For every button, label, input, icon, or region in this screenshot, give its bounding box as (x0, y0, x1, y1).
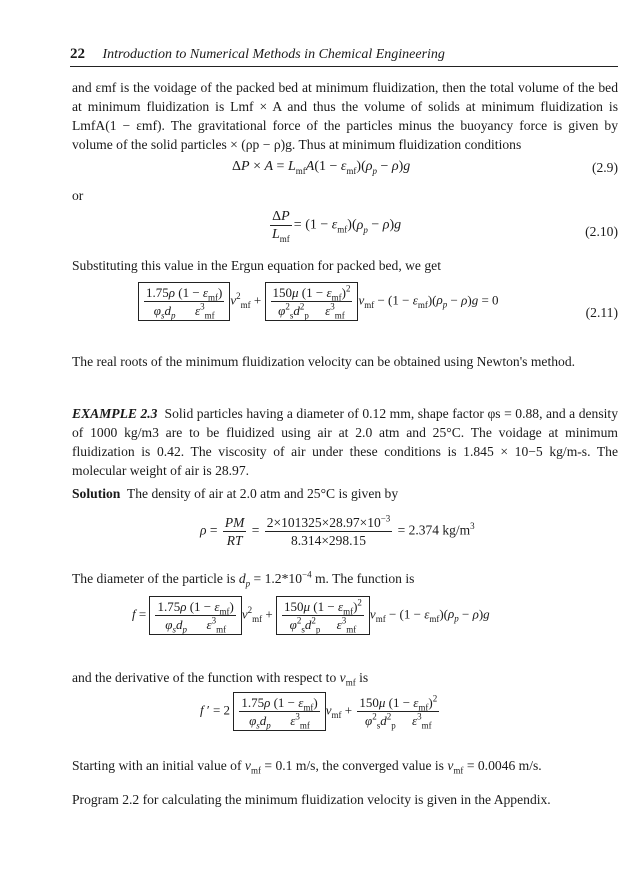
diameter-text: The diameter of the particle is $d_p = 1.2*10^{-4}$ m. The function is (72, 569, 415, 589)
density-num2: 2×101325×28.97×10 (266, 515, 381, 530)
diameter-post: m. The function is (314, 571, 415, 586)
running-title: Introduction to Numerical Methods in Chemical Engineering (102, 47, 445, 62)
equation-2-10-label: (2.10) (585, 224, 618, 239)
density-num2-exp: −3 (380, 513, 391, 524)
density-equation: ρ = $\frac{PM}{RT}$ = $\frac{2\times 101325\times 28.97\times 10^{-3}}{8.314\times 298.15}$ = 2.374 $kg/m^3$ (200, 513, 475, 548)
solution-intro (72, 484, 618, 503)
equation-2-11: $\frac{1.75\rho (1 - \varepsilon_{mf})}{\varphi_sd_p \varepsilon^3_{mf}}$ $v^2_{mf}$ + $\frac{150\mu (1 - \varepsilon_{mf})^2}{\varphi^2_sd^2_p \varepsilon^3_{mf}}$ $v_{mf} - (1 - \varepsilon_{mf})(\rho_p - \rho)g = 0$ (138, 282, 499, 321)
solution-text: The density of air at 2.0 atm and 25°C is given by (126, 486, 399, 501)
paragraph-voidage-text: and εmf is the voidage of the packed bed at minimum fluidization, then the total volume of the bed at minimum fluidization is Lmf × A and thus the volume of solids at minimum fluidization is LmfA(1 − εmf). The gravitational force of the particles minus the buoyancy force is given by volume of the solid particles × (ρp − ρ)g. Thus at minimum fluidization conditions (72, 80, 618, 152)
starting-v1: = 0.0046 m/s. (466, 758, 542, 773)
density-den2: 8.314×298.15 (290, 533, 367, 548)
derivative-text: and the derivative of the function with respect to $v_{mf}$ is (72, 670, 369, 688)
equation-2-11-label: (2.11) (585, 305, 618, 320)
example-title: EXAMPLE 2.3 (72, 406, 158, 421)
starting-v0: = 0.1 m/s, the converged value is (264, 758, 444, 773)
density-num1: PM (224, 515, 245, 530)
starting-pre: Starting with an initial value of (72, 758, 242, 773)
example-text: Solid particles having a diameter of 0.12 mm, shape factor φs = 0.88, and a density of 1000 kg/m3 are to be fluidized using air at 2.0 atm and 25°C. The voidage at minimum fluidization is 0.42. The viscosity of air under these conditions is 1.845 × 10−5 kg/m-s. The molecular weight of air is 28.97. (72, 406, 618, 478)
derivative-pre: and the derivative of the function with respect to (72, 670, 337, 685)
paragraph-voidage (72, 78, 618, 154)
derivative-equation: f ′ = 2 $\frac{1.75\rho (1 - \varepsilon_{mf})}{\varphi_sd_p \varepsilon^3_{mf}}$ $v_{mf}$ + $\frac{150\mu (1 - \varepsilon_{mf})^2}{\varphi^2_sd^2_p \varepsilon^3_{mf}}$ (200, 693, 438, 731)
starting-text: Starting with an initial value of $v_{mf} = 0.1$ m/s, the converged value is $v_{mf} = 0.0046$ m/s. (72, 758, 542, 776)
paragraph-substituting: Substituting this value in the Ergun equation for packed bed, we get (72, 258, 441, 273)
function-equation: f = $\frac{1.75\rho (1 - \varepsilon_{mf})}{\varphi_sd_p \varepsilon^3_{mf}}$ $v^2_{mf}$ + $\frac{150\mu (1 - \varepsilon_{mf})^2}{\varphi^2_sd^2_p \varepsilon^3_{mf}}$ $v_{mf} - (1 - \varepsilon_{mf})(\rho_p - \rho)g$ (132, 597, 490, 635)
running-header (70, 46, 618, 67)
or-text: or (72, 188, 84, 203)
derivative-post: is (359, 670, 369, 685)
diameter-pre: The diameter of the particle is (72, 571, 236, 586)
equation-2-9-label: (2.9) (591, 160, 618, 175)
program-text: Program 2.2 for calculating the minimum fluidization velocity is given in the Appendix. (72, 792, 551, 807)
paragraph-real-roots: The real roots of the minimum fluidization velocity can be obtained using Newton's method. (72, 354, 576, 369)
equation-2-9: $\Delta P \times A = L_{mf}A(1 - \varepsilon_{mf})(\rho_p - \rho)g$ (232, 159, 411, 176)
diameter-value: = 1.2*10 (253, 571, 302, 586)
density-den1: RT (226, 533, 243, 548)
page-number: 22 (70, 46, 85, 62)
density-result-exp: 3 (470, 521, 475, 532)
solution-label: Solution (72, 486, 121, 501)
equation-2-10: $\frac{\Delta P}{L_{mf}}$ = $(1 - \varepsilon_{mf})(\rho_p - \rho)g$ (272, 209, 402, 244)
example-2-3 (72, 404, 618, 480)
diameter-exp: −4 (302, 569, 312, 580)
density-result: = 2.374 kg/m (397, 522, 471, 538)
